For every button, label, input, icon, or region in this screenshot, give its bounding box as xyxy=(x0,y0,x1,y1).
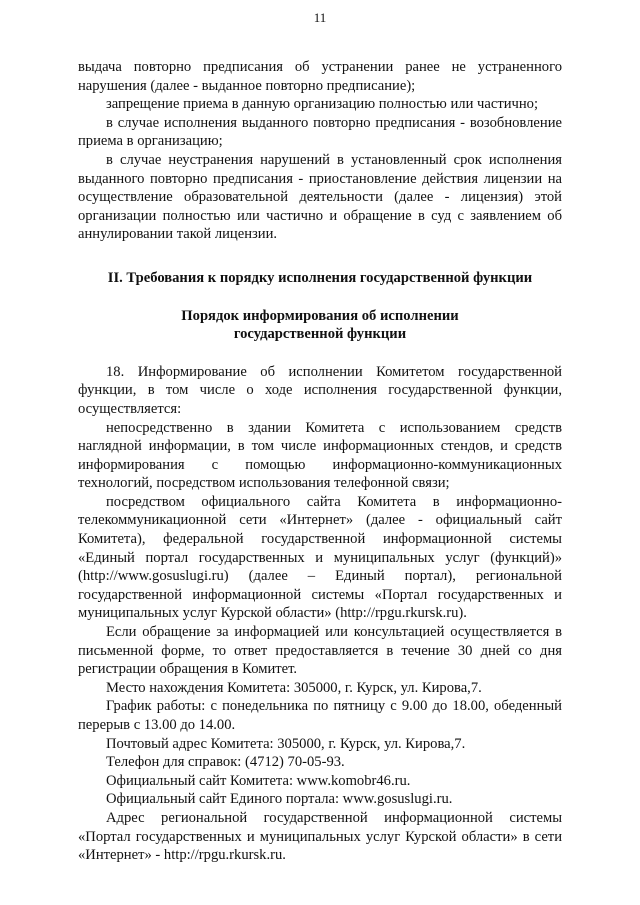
subsection-title-line-2: государственной функции xyxy=(233,326,407,343)
section-title: II. Требования к порядку исполнения государственной функции xyxy=(107,269,533,286)
paragraph-phone: Телефон для справок: (4712) 70-05-93. xyxy=(106,754,345,771)
document-body xyxy=(78,58,562,865)
paragraph-admission-ban: запрещение приема в данную организацию полностью или частично; xyxy=(106,96,539,113)
paragraph-via-website: посредством официального сайта Комитета в информационно-телекоммуникационной сети «Интернет» (далее - официальный сайт Комитета), федеральной государственной информационной системы «Единый портал государственных и муниципальных услуг (функций)» (http://www.gosuslugi.ru) (далее – Единый портал), региональной государственной информационной системы «Портал государственных и муниципальных услуг Курской области» (http://rpgu.rkursk.ru). xyxy=(78,493,562,622)
paragraph-postal-address: Почтовый адрес Комитета: 305000, г. Курск, ул. Кирова,7. xyxy=(106,735,466,752)
paragraph-item-18: 18. Информирование об исполнении Комитетом государственной функции, в том числе о ходе исполнения государственной функции, осуществляется: xyxy=(78,363,562,417)
paragraph-location: Место нахождения Комитета: 305000, г. Курск, ул. Кирова,7. xyxy=(106,679,482,696)
paragraph-reissue-order: выдача повторно предписания об устранении ранее не устраненного нарушения (далее - выданное повторно предписание); xyxy=(78,59,562,94)
paragraph-committee-site: Официальный сайт Комитета: www.komobr46.ru. xyxy=(106,772,411,789)
paragraph-written-response: Если обращение за информацией или консультацией осуществляется в письменной форме, то ответ предоставляется в течение 30 дней со дня регистрации обращения в Комитет. xyxy=(78,624,562,678)
page-number: 11 xyxy=(313,10,327,25)
paragraph-regional-portal-address: Адрес региональной государственной информационной системы «Портал государственных и муниципальных услуг Курской области» в сети «Интернет» - http://rpgu.rkursk.ru. xyxy=(78,809,562,864)
paragraph-schedule: График работы: с понедельника по пятницу с 9.00 до 18.00, обеденный перерыв с 13.00 до 14.00. xyxy=(78,698,562,733)
paragraph-in-building: непосредственно в здании Комитета с использованием средств наглядной информации, в том числе информационных стендов, и средств информирования с помощью информационно-коммуникационных технологий, посредством использования телефонной связи; xyxy=(78,419,562,492)
paragraph-license-suspension: в случае неустранения нарушений в установленный срок исполнения выданного повторно предписания - приостановление действия лицензии на осуществление образовательной деятельности (далее - лицензия) этой организации полностью или частично и обращение в суд с заявлением об аннулировании такой лицензии. xyxy=(78,151,562,243)
paragraph-unified-portal-site: Официальный сайт Единого портала: www.gosuslugi.ru. xyxy=(106,791,453,808)
paragraph-admission-resume: в случае исполнения выданного повторно предписания - возобновление приема в организацию; xyxy=(78,114,562,150)
subsection-title-line-1: Порядок информирования об исполнении xyxy=(181,307,459,324)
subsection-title xyxy=(78,307,562,344)
